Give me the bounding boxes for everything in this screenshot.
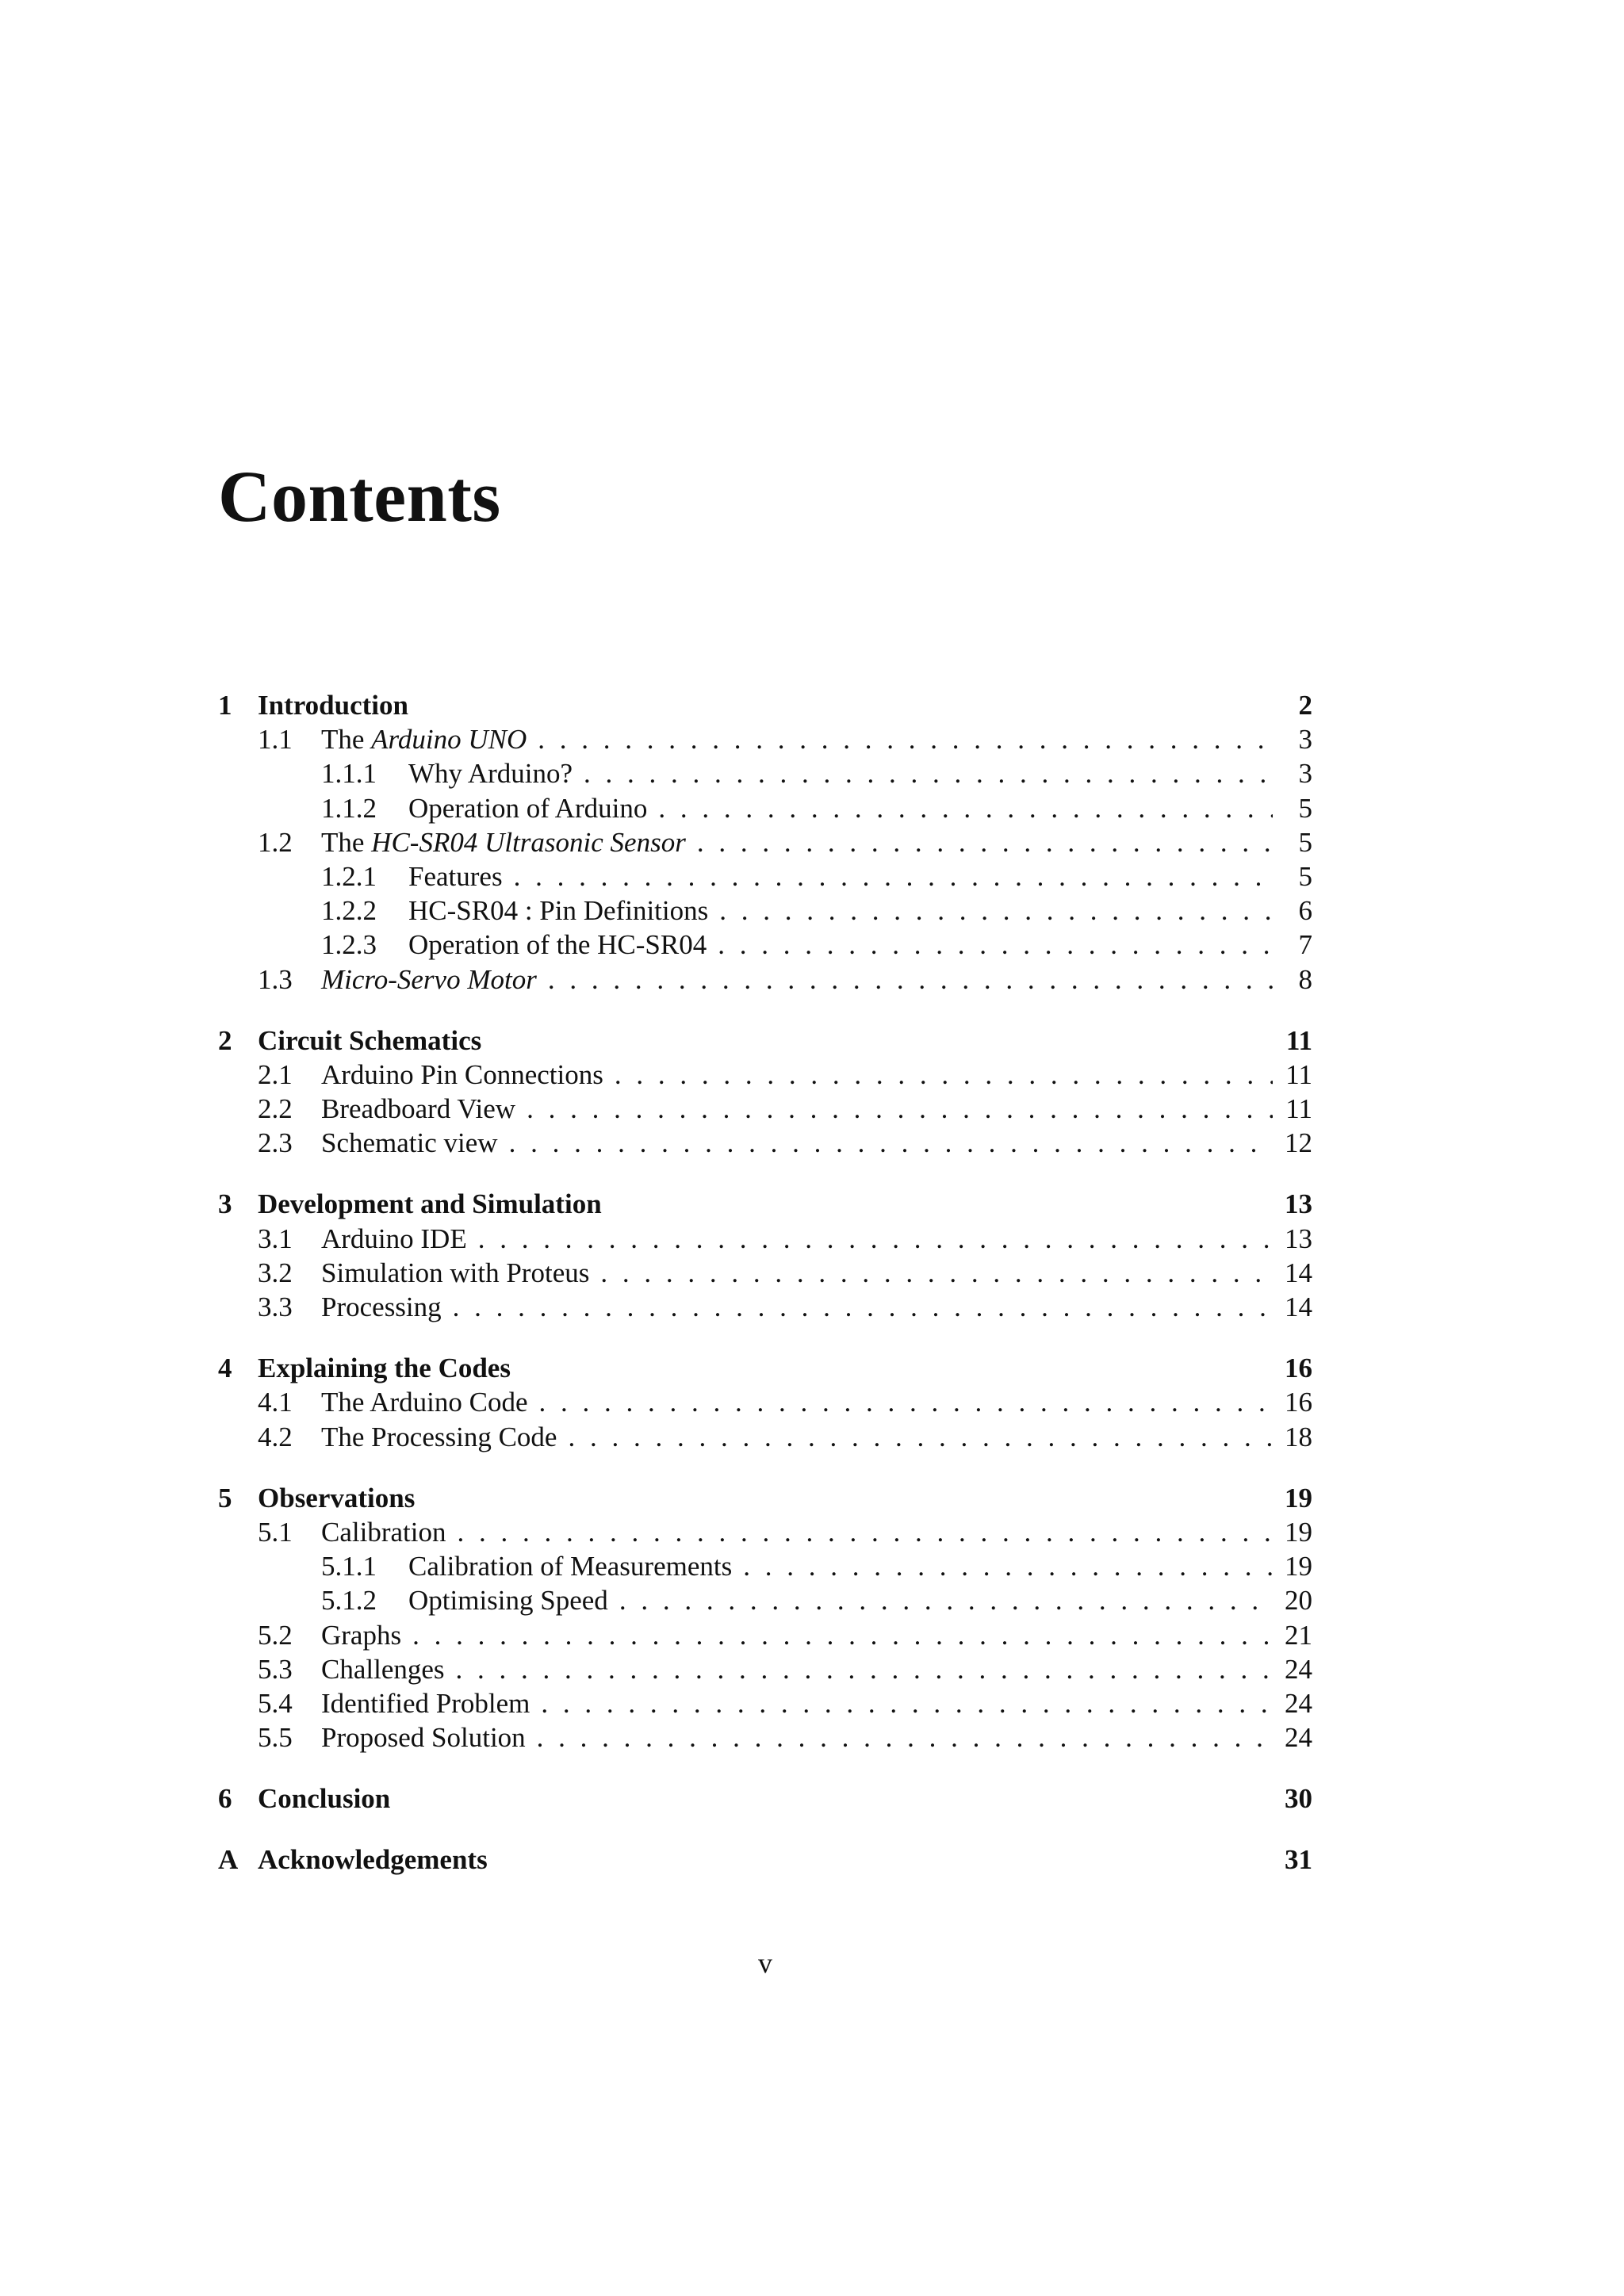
entry-page: 6 xyxy=(1298,895,1312,927)
dot-leader xyxy=(600,1256,1273,1290)
entry-title: Observations xyxy=(258,1482,416,1513)
entry-title: Development and Simulation xyxy=(258,1188,602,1220)
dot-leader xyxy=(539,1385,1273,1419)
entry-title: Graphs xyxy=(321,1619,402,1651)
entry-number: 1.2.1 xyxy=(321,860,377,892)
toc-entry-1-2-2[interactable] xyxy=(218,894,1312,928)
entry-number: 1.2.2 xyxy=(321,895,377,927)
entry-title: HC-SR04 : Pin Definitions xyxy=(408,895,709,927)
entry-title: Circuit Schematics xyxy=(258,1024,482,1056)
entry-title: Features xyxy=(408,860,503,892)
toc-entry-1-1-2[interactable] xyxy=(218,791,1312,825)
entry-page: 20 xyxy=(1285,1585,1312,1617)
toc-entry-5-1-2[interactable] xyxy=(218,1583,1312,1617)
entry-page: 19 xyxy=(1285,1516,1312,1548)
entry-title: Calibration xyxy=(321,1516,446,1548)
dot-leader xyxy=(412,1618,1273,1652)
entry-title: Introduction xyxy=(258,690,408,721)
entry-title: Processing xyxy=(321,1292,442,1322)
entry-title: Micro-Servo Motor xyxy=(321,963,537,995)
dot-leader xyxy=(509,1126,1273,1160)
dot-leader xyxy=(615,1058,1273,1092)
entry-page: 12 xyxy=(1285,1127,1312,1159)
entry-title: Operation of the HC-SR04 xyxy=(408,929,707,961)
dot-leader xyxy=(478,1222,1273,1256)
entry-title: Proposed Solution xyxy=(321,1722,526,1754)
dot-leader xyxy=(568,1420,1273,1454)
entry-title: Calibration of Measurements xyxy=(408,1551,733,1582)
entry-title: Explaining the Codes xyxy=(258,1353,511,1384)
toc-entry-chapter-6[interactable] xyxy=(218,1781,1312,1816)
entry-page: 24 xyxy=(1285,1653,1312,1685)
dot-leader xyxy=(456,1652,1273,1686)
entry-number: 2.2 xyxy=(258,1093,293,1125)
entry-title: Simulation with Proteus xyxy=(321,1257,590,1288)
entry-page: 18 xyxy=(1285,1421,1312,1452)
toc-entry-3-3[interactable] xyxy=(218,1290,1312,1324)
entry-number: 1.2.3 xyxy=(321,929,377,961)
entry-title: Arduino Pin Connections xyxy=(321,1058,603,1090)
dot-leader xyxy=(697,825,1273,859)
entry-title: Conclusion xyxy=(258,1783,391,1815)
toc-entry-1-2[interactable] xyxy=(218,825,1312,859)
entry-title: Why Arduino? xyxy=(408,758,573,790)
dot-leader xyxy=(537,1720,1273,1755)
entry-page: 19 xyxy=(1285,1482,1312,1513)
page-title: Contents xyxy=(218,456,501,537)
entry-number: 5.4 xyxy=(258,1687,293,1719)
toc-entry-1-2-1[interactable] xyxy=(218,859,1312,894)
entry-page: 24 xyxy=(1285,1722,1312,1754)
entry-number: 5.3 xyxy=(258,1653,293,1685)
entry-page: 5 xyxy=(1298,792,1312,824)
entry-number: 5.1.1 xyxy=(321,1551,377,1582)
dot-leader xyxy=(619,1583,1273,1617)
entry-number: 2 xyxy=(218,1024,232,1056)
entry-title: The Arduino UNO xyxy=(321,724,527,756)
toc-entry-3-1[interactable] xyxy=(218,1222,1312,1256)
entry-number: 1.2 xyxy=(258,826,293,858)
toc-entry-4-2[interactable] xyxy=(218,1420,1312,1454)
page-number: v xyxy=(758,1947,772,1979)
entry-number: 6 xyxy=(218,1783,232,1815)
toc-entry-5-2[interactable] xyxy=(218,1618,1312,1652)
entry-number: 4.1 xyxy=(258,1387,293,1418)
entry-number: 1.1 xyxy=(258,724,293,756)
entry-number: 1 xyxy=(218,690,232,721)
toc-entry-1-1-1[interactable] xyxy=(218,756,1312,790)
toc-entry-1-1[interactable] xyxy=(218,722,1312,756)
entry-number: 5.5 xyxy=(258,1722,293,1754)
dot-leader xyxy=(718,928,1273,962)
entry-number: 3.3 xyxy=(258,1292,293,1322)
dot-leader xyxy=(527,1092,1273,1126)
dot-leader xyxy=(514,859,1273,894)
entry-number: 3.1 xyxy=(258,1223,293,1254)
toc-entry-chapter-4[interactable] xyxy=(218,1351,1312,1385)
entry-page: 8 xyxy=(1298,963,1312,995)
entry-number: 4.2 xyxy=(258,1421,293,1452)
entry-page: 14 xyxy=(1285,1257,1312,1288)
dot-leader xyxy=(658,791,1273,825)
entry-title: Schematic view xyxy=(321,1127,498,1159)
dot-leader xyxy=(548,962,1273,997)
entry-number: 1.3 xyxy=(258,963,293,995)
entry-page: 5 xyxy=(1298,826,1312,858)
entry-page: 13 xyxy=(1285,1188,1312,1220)
entry-title: Operation of Arduino xyxy=(408,792,648,824)
entry-page: 3 xyxy=(1298,724,1312,756)
entry-page: 11 xyxy=(1285,1024,1312,1056)
entry-number: A xyxy=(218,1844,239,1876)
entry-title: Identified Problem xyxy=(321,1687,530,1719)
toc-entry-3-2[interactable] xyxy=(218,1256,1312,1290)
entry-number: 5 xyxy=(218,1482,232,1513)
dot-leader xyxy=(453,1290,1273,1324)
entry-page: 5 xyxy=(1298,860,1312,892)
toc-entry-chapter-1[interactable] xyxy=(218,688,1312,722)
entry-title: Challenges xyxy=(321,1653,445,1685)
toc-entry-4-1[interactable] xyxy=(218,1385,1312,1419)
toc-entry-chapter-5[interactable] xyxy=(218,1481,1312,1515)
dot-leader xyxy=(719,894,1273,928)
entry-number: 1.1.1 xyxy=(321,758,377,790)
entry-title: The HC-SR04 Ultrasonic Sensor xyxy=(321,826,686,858)
toc-entry-chapter-3[interactable] xyxy=(218,1187,1312,1221)
entry-page: 31 xyxy=(1285,1844,1312,1876)
entry-title: The Processing Code xyxy=(321,1421,557,1452)
toc-entry-5-1[interactable] xyxy=(218,1515,1312,1549)
dot-leader xyxy=(541,1686,1273,1720)
toc-entry-2-2[interactable] xyxy=(218,1092,1312,1126)
entry-number: 2.3 xyxy=(258,1127,293,1159)
entry-number: 4 xyxy=(218,1353,232,1384)
entry-title: Arduino IDE xyxy=(321,1223,467,1254)
toc-entry-1-3[interactable] xyxy=(218,962,1312,997)
entry-page: 11 xyxy=(1285,1058,1312,1090)
entry-title: Breadboard View xyxy=(321,1093,516,1125)
dot-leader xyxy=(457,1515,1273,1549)
entry-page: 16 xyxy=(1285,1387,1312,1418)
entry-title: Optimising Speed xyxy=(408,1585,608,1617)
toc-entry-2-3[interactable] xyxy=(218,1126,1312,1160)
dot-leader xyxy=(538,722,1273,756)
entry-page: 3 xyxy=(1298,758,1312,790)
toc-entry-5-1-1[interactable] xyxy=(218,1549,1312,1583)
toc-entry-2-1[interactable] xyxy=(218,1058,1312,1092)
entry-page: 7 xyxy=(1298,929,1312,961)
toc-entry-5-3[interactable] xyxy=(218,1652,1312,1686)
entry-title: Acknowledgements xyxy=(258,1844,488,1876)
toc-entry-5-5[interactable] xyxy=(218,1720,1312,1755)
entry-page: 24 xyxy=(1285,1687,1312,1719)
dot-leader xyxy=(584,756,1273,790)
entry-number: 3.2 xyxy=(258,1257,293,1288)
entry-number: 2.1 xyxy=(258,1058,293,1090)
entry-page: 21 xyxy=(1285,1619,1312,1651)
entry-number: 1.1.2 xyxy=(321,792,377,824)
entry-number: 3 xyxy=(218,1188,232,1220)
entry-page: 19 xyxy=(1285,1551,1312,1582)
entry-number: 5.1.2 xyxy=(321,1585,377,1617)
entry-page: 30 xyxy=(1285,1783,1312,1815)
toc-entry-appendix-a[interactable] xyxy=(218,1843,1312,1877)
entry-title: The Arduino Code xyxy=(321,1387,528,1418)
toc-entry-1-2-3[interactable] xyxy=(218,928,1312,962)
entry-number: 5.2 xyxy=(258,1619,293,1651)
toc-entry-5-4[interactable] xyxy=(218,1686,1312,1720)
entry-number: 5.1 xyxy=(258,1516,293,1548)
entry-page: 14 xyxy=(1285,1292,1312,1322)
table-of-contents xyxy=(218,688,1312,1877)
toc-entry-chapter-2[interactable] xyxy=(218,1024,1312,1058)
entry-page: 11 xyxy=(1285,1093,1312,1125)
entry-page: 2 xyxy=(1298,690,1312,721)
entry-page: 13 xyxy=(1285,1223,1312,1254)
dot-leader xyxy=(743,1549,1273,1583)
entry-page: 16 xyxy=(1285,1353,1312,1384)
